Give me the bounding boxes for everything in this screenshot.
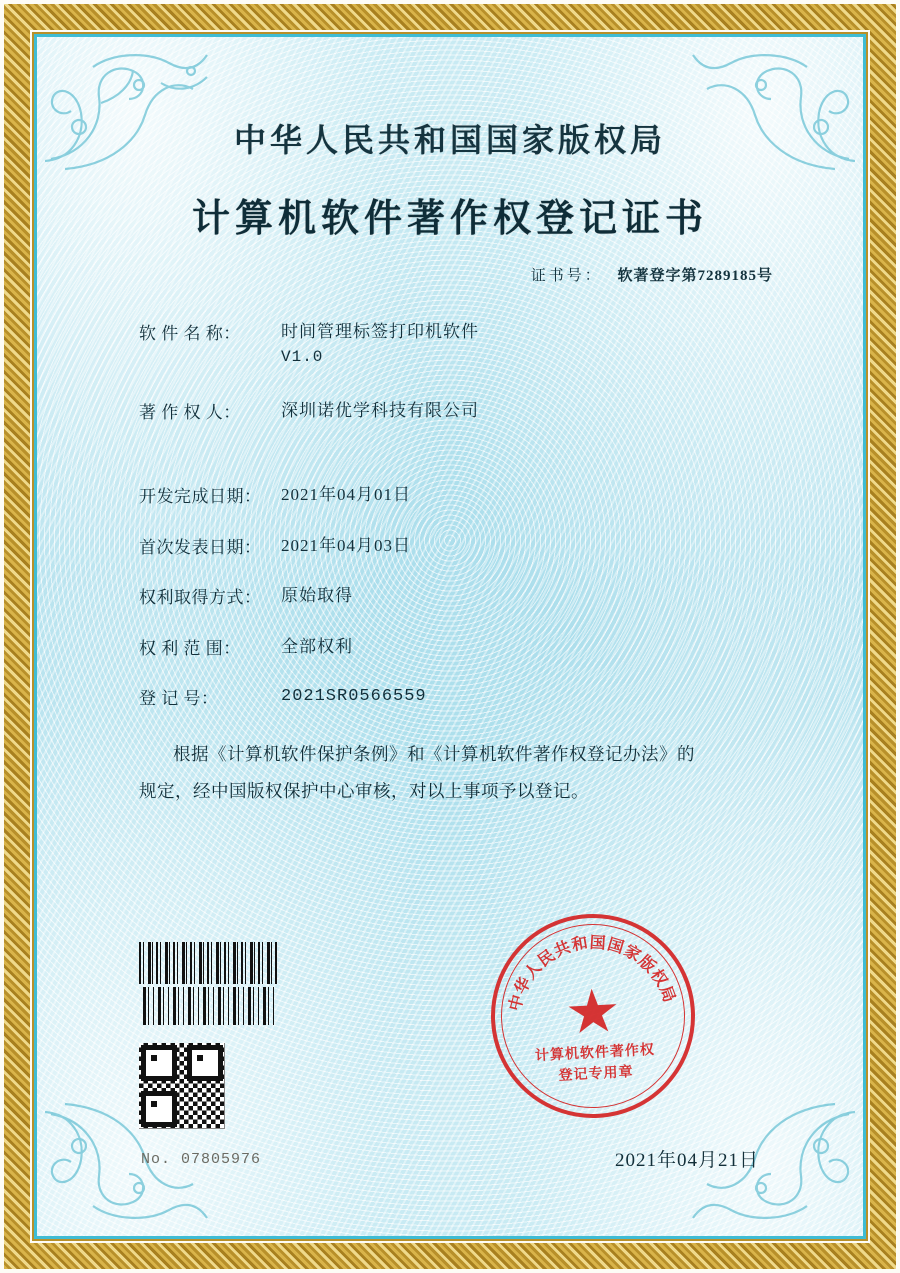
field-value-version: V1.0 — [281, 348, 324, 367]
field-row-first-publication-date — [139, 533, 799, 559]
issue-date: 2021年04月21日 — [614, 1150, 759, 1171]
certificate-title: 计算机软件著作权登记证书 — [191, 195, 708, 240]
field-value-text: 时间管理标签打印机软件 — [281, 322, 479, 341]
field-label: 登 记 号： — [139, 688, 219, 708]
seal-arc-label: 中华人民共和国国家版权局 — [504, 932, 680, 1013]
certificate-number-label: 证书号： — [530, 268, 603, 284]
field-value: 2021年04月01日 — [281, 485, 411, 505]
field-label: 首次发表日期： — [139, 537, 262, 557]
code-block — [139, 942, 279, 1129]
field-value: 2021年04月03日 — [281, 535, 411, 555]
certificate-number-row — [101, 264, 799, 285]
field-label: 权 利 范 围： — [139, 638, 241, 658]
field-label: 软 件 名 称： — [139, 324, 241, 343]
field-value: 深圳诺优学科技有限公司 — [281, 401, 479, 421]
certificate-number-value: 软著登字第7289185号 — [617, 268, 773, 284]
field-list — [101, 319, 799, 710]
spacer — [139, 448, 799, 482]
seal-bottom-line-2: 登记专用章 — [558, 1063, 634, 1084]
legal-statement-line-1: 根据《计算机软件保护条例》和《计算机软件著作权登记办法》的 — [173, 744, 695, 765]
field-row-copyright-owner — [139, 398, 799, 424]
field-value: 2021SR0566559 — [281, 686, 427, 706]
field-row-registration-number — [139, 684, 799, 710]
field-label: 权利取得方式： — [139, 588, 262, 608]
serial-number: No. 07805976 — [141, 1151, 262, 1168]
qr-finder-pattern — [141, 1045, 177, 1081]
issuer-name: 中华人民共和国国家版权局 — [233, 121, 666, 159]
field-row-rights-scope — [139, 634, 799, 660]
seal-bottom-line-1: 计算机软件著作权 — [534, 1042, 656, 1065]
legal-statement-line-2: 规定，经中国版权保护中心审核，对以上事项予以登记。 — [139, 780, 589, 801]
barcode-icon — [139, 942, 279, 984]
field-row-acquisition-method — [139, 583, 799, 609]
field-row-development-date — [139, 482, 799, 508]
qr-finder-pattern — [141, 1091, 177, 1127]
qr-code-icon — [139, 1043, 225, 1129]
field-label: 著 作 权 人： — [139, 403, 241, 423]
field-value: 全部权利 — [281, 636, 353, 656]
barcode-icon — [143, 987, 275, 1025]
field-value — [281, 319, 799, 370]
guilloche-panel — [34, 34, 866, 1239]
field-label: 开发完成日期： — [139, 487, 262, 507]
legal-statement — [101, 736, 799, 810]
qr-finder-pattern — [187, 1045, 223, 1081]
field-row-software-name — [139, 319, 799, 370]
field-value: 原始取得 — [281, 586, 353, 606]
official-seal-icon — [486, 909, 700, 1123]
